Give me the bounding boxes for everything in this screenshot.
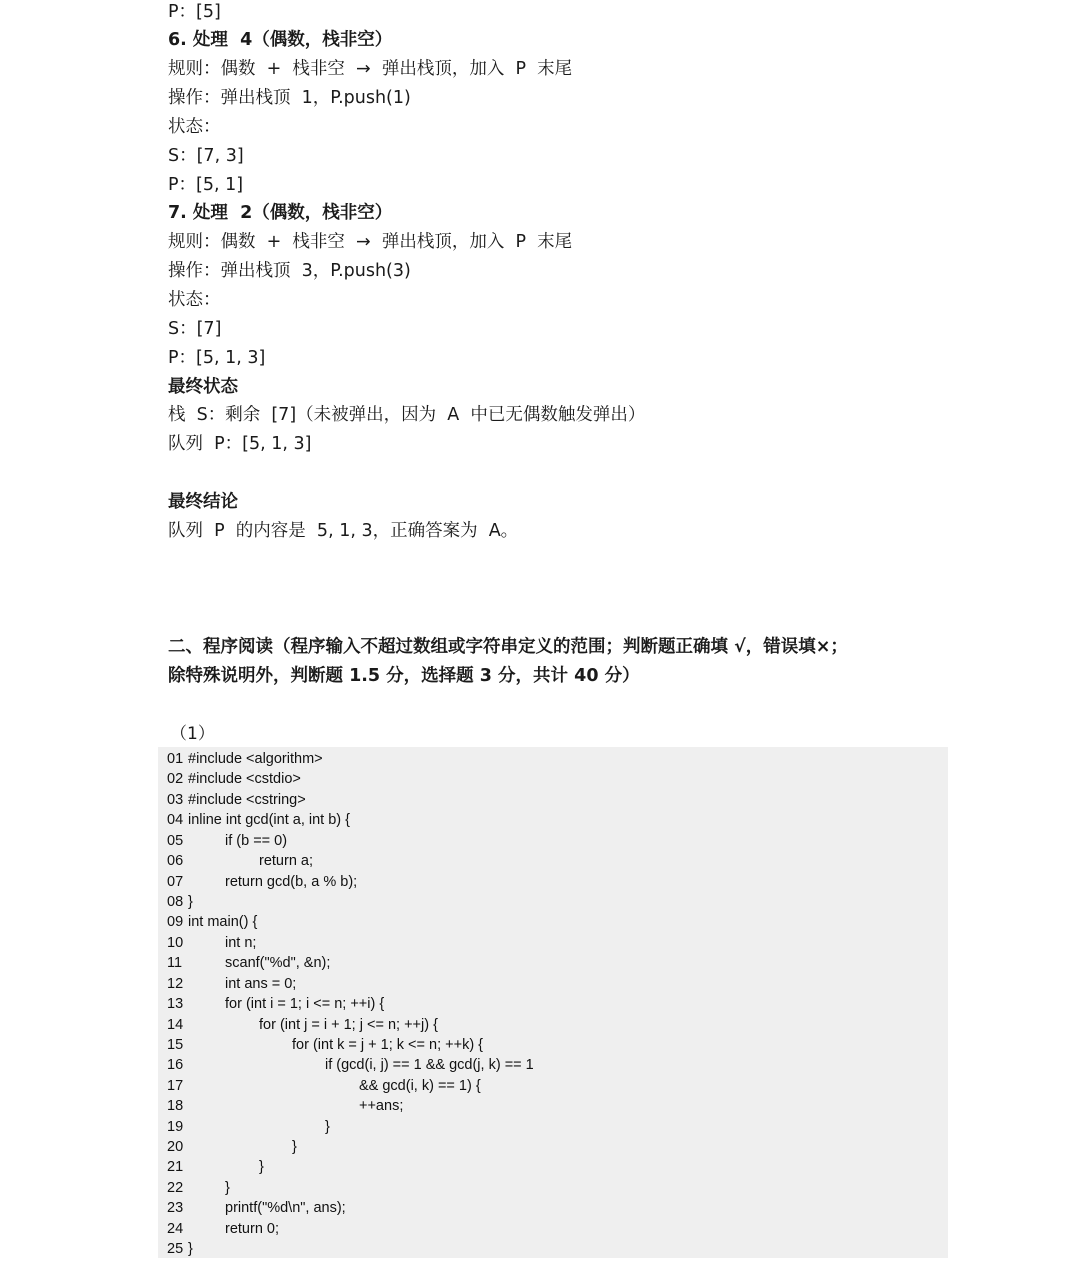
code-line <box>167 1240 193 1258</box>
code-text: } <box>188 894 193 910</box>
code-text: return 0; <box>225 1221 279 1237</box>
line-number: 18 <box>167 1098 184 1114</box>
step-6-queue-state: P：[5, 1] <box>168 175 244 195</box>
code-line <box>167 954 330 972</box>
code-text: && gcd(i, k) == 1) { <box>359 1078 481 1094</box>
final-conclusion-text: 队列 P 的内容是 5, 1, 3，正确答案为 A。 <box>168 521 519 541</box>
step-7-stack-state: S：[7] <box>168 319 222 339</box>
line-number: 08 <box>167 894 184 910</box>
code-line <box>167 1220 279 1238</box>
code-text: #include <algorithm> <box>188 751 323 767</box>
code-line <box>167 750 323 768</box>
line-number: 19 <box>167 1119 184 1135</box>
code-text: } <box>259 1159 264 1175</box>
code-text: if (gcd(i, j) == 1 && gcd(j, k) == 1 <box>325 1057 534 1073</box>
code-text: } <box>325 1119 330 1135</box>
code-text: for (int i = 1; i <= n; ++i) { <box>225 996 385 1012</box>
line-number: 13 <box>167 996 184 1012</box>
step-7-rule: 规则：偶数 + 栈非空 → 弹出栈顶，加入 P 末尾 <box>168 232 573 252</box>
line-number: 20 <box>167 1139 184 1155</box>
line-number: 17 <box>167 1078 184 1094</box>
final-conclusion-heading: 最终结论 <box>168 492 238 512</box>
step-6-heading: 6. 处理 4（偶数，栈非空） <box>168 30 393 50</box>
step-6-state-label: 状态： <box>168 117 221 137</box>
code-text: return gcd(b, a % b); <box>225 874 358 890</box>
code-line <box>167 1016 438 1034</box>
step-7-operation: 操作：弹出栈顶 3，P.push(3) <box>168 261 411 281</box>
line-number: 02 <box>167 771 184 787</box>
step-7-queue-state: P：[5, 1, 3] <box>168 348 266 368</box>
code-text: } <box>188 1241 193 1257</box>
code-text: #include <cstdio> <box>188 771 301 787</box>
code-text: int ans = 0; <box>225 976 297 992</box>
code-line <box>167 1036 483 1054</box>
code-text: printf("%d\n", ans); <box>225 1200 346 1216</box>
line-number: 23 <box>167 1200 184 1216</box>
p-state-line: P：[5] <box>168 2 221 22</box>
code-text: int n; <box>225 935 257 951</box>
line-number: 04 <box>167 812 184 828</box>
line-number: 25 <box>167 1241 184 1257</box>
code-text: for (int j = i + 1; j <= n; ++j) { <box>259 1017 438 1033</box>
question-label: （1） <box>170 724 215 744</box>
code-text: } <box>292 1139 297 1155</box>
code-line <box>167 995 384 1013</box>
line-number: 22 <box>167 1180 184 1196</box>
code-text: } <box>225 1180 230 1196</box>
line-number: 15 <box>167 1037 184 1053</box>
line-number: 24 <box>167 1221 184 1237</box>
code-text: int main() { <box>188 914 258 930</box>
code-line <box>167 832 287 850</box>
code-line <box>167 791 306 809</box>
code-line <box>167 1056 534 1074</box>
code-line <box>167 913 257 931</box>
line-number: 07 <box>167 874 184 890</box>
line-number: 12 <box>167 976 184 992</box>
code-line <box>167 1158 264 1176</box>
line-number: 21 <box>167 1159 184 1175</box>
line-number: 05 <box>167 833 184 849</box>
step-6-rule: 规则：偶数 + 栈非空 → 弹出栈顶，加入 P 末尾 <box>168 59 573 79</box>
code-text: return a; <box>259 853 313 869</box>
code-line <box>167 811 350 829</box>
line-number: 06 <box>167 853 184 869</box>
code-line <box>167 934 256 952</box>
code-line <box>167 1118 330 1136</box>
code-line <box>167 852 313 870</box>
code-line <box>167 975 296 993</box>
line-number: 09 <box>167 914 184 930</box>
code-line <box>167 873 357 891</box>
code-line <box>167 1097 403 1115</box>
code-text: scanf("%d", &n); <box>225 955 331 971</box>
line-number: 14 <box>167 1017 184 1033</box>
line-number: 03 <box>167 792 184 808</box>
step-7-heading: 7. 处理 2（偶数，栈非空） <box>168 203 393 223</box>
code-text: if (b == 0) <box>225 833 288 849</box>
code-text: inline int gcd(int a, int b) { <box>188 812 351 828</box>
line-number: 11 <box>167 955 183 971</box>
section-two-heading-line-1: 二、程序阅读（程序输入不超过数组或字符串定义的范围；判断题正确填 √，错误填×； <box>168 637 848 657</box>
code-line <box>167 770 301 788</box>
code-text: #include <cstring> <box>188 792 306 808</box>
code-line <box>167 1199 346 1217</box>
section-two-heading-line-2: 除特殊说明外，判断题 1.5 分，选择题 3 分，共计 40 分） <box>168 666 640 686</box>
final-stack-line: 栈 S：剩余 [7]（未被弹出，因为 A 中已无偶数触发弹出） <box>168 405 646 425</box>
code-line <box>167 1077 481 1095</box>
line-number: 16 <box>167 1057 184 1073</box>
final-state-heading: 最终状态 <box>168 377 238 397</box>
line-number: 01 <box>167 751 184 767</box>
step-6-operation: 操作：弹出栈顶 1，P.push(1) <box>168 88 411 108</box>
code-text: ++ans; <box>359 1098 404 1114</box>
final-queue-line: 队列 P：[5, 1, 3] <box>168 434 312 454</box>
step-7-state-label: 状态： <box>168 290 221 310</box>
code-text: for (int k = j + 1; k <= n; ++k) { <box>292 1037 484 1053</box>
code-line <box>167 1138 297 1156</box>
step-6-stack-state: S：[7, 3] <box>168 146 244 166</box>
code-line <box>167 893 193 911</box>
line-number: 10 <box>167 935 184 951</box>
code-line <box>167 1179 230 1197</box>
